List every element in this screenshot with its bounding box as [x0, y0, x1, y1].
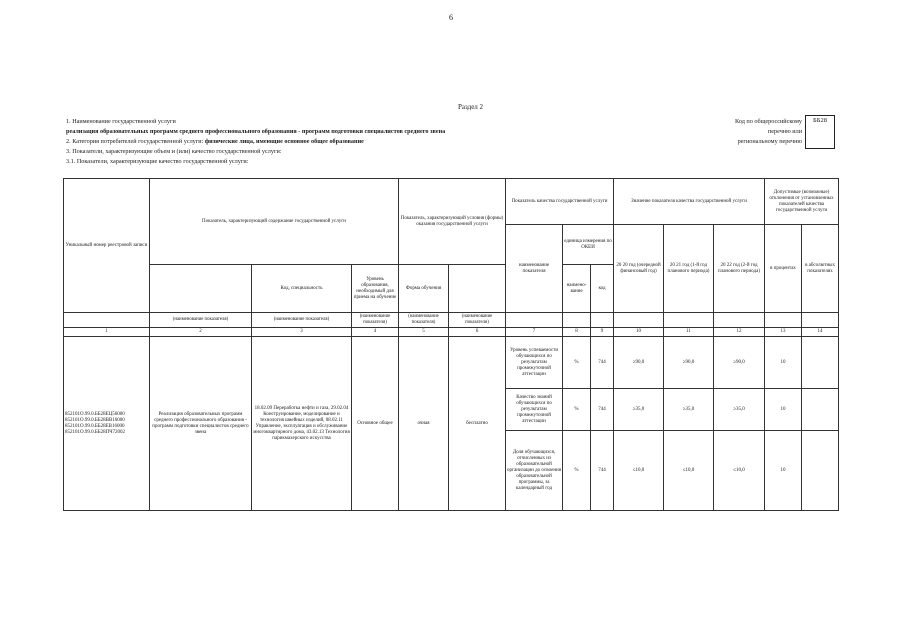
- code-box: [805, 115, 835, 149]
- indicator-name: Доля обучающихся, отчисленных из образовательной организации до освоения образовательной программы, за календарный год: [506, 431, 563, 511]
- quality-indicators-heading: 3.1. Показатели, характеризующие качество государственной услуги:: [66, 158, 249, 165]
- th-year-1: 20 20 год (очередной финансовый год): [614, 225, 664, 313]
- col-num: 6: [449, 328, 506, 337]
- col-num: 10: [614, 328, 664, 337]
- code-value: ББ28: [813, 117, 827, 124]
- sub-name-3: (наименование показателя): [352, 313, 399, 328]
- indicator-y3: ≥90,0: [714, 337, 765, 389]
- indicator-deviation: 10: [765, 337, 802, 389]
- col-num: 1: [64, 328, 150, 337]
- payment-condition: бесплатно: [449, 337, 506, 511]
- indicator-y2: ≤10,0: [664, 431, 714, 511]
- indicator-y3: ≥35,0: [714, 389, 765, 431]
- th-registry: Уникальный номер реестровой записи: [64, 179, 150, 313]
- indicator-name: Уровень успеваемости обучающихся по результатам промежуточной аттестации: [506, 337, 563, 389]
- th-unit: единица измерения по ОКЕИ: [563, 225, 614, 265]
- th-absolute: в абсолютных показателях: [802, 225, 839, 313]
- th-year-2: 20 21 год (1-й год планового периода): [664, 225, 714, 313]
- indicator-code: 744: [591, 389, 614, 431]
- indicator-y1: ≥90,0: [614, 337, 664, 389]
- col-num: 14: [802, 328, 839, 337]
- col-num: 7: [506, 328, 563, 337]
- code-label-1: Код по общероссийскому: [734, 118, 802, 125]
- indicator-unit: %: [563, 431, 591, 511]
- indicator-name: Качество знаний обучающихся по результатам промежуточной аттестации: [506, 389, 563, 431]
- sub-name-4: (наименование показателя): [399, 313, 449, 328]
- th-conditions: Показатель, характеризующий условия (формы) оказания государственной услуги: [399, 179, 506, 265]
- quality-indicators-table: [63, 178, 839, 511]
- service-name-label: 1. Наименование государственной услуги: [66, 118, 176, 125]
- col-num: 4: [352, 328, 399, 337]
- indicators-heading: 3. Показатели, характеризующие объем и (или) качество государственной услуги:: [66, 148, 282, 155]
- th-deviation: Допустимые (возможные) отклонения от установленных показателей качества государственной услуги: [765, 179, 839, 225]
- indicator-y2: ≥90,0: [664, 337, 714, 389]
- th-content: Показатель, характеризующий содержание государственной услуги: [150, 179, 399, 265]
- th-unit-name: наимено-вание: [563, 265, 591, 313]
- sub-name-2: (наименование показателя): [252, 313, 352, 328]
- th-indicator-name: наименование показателя: [506, 225, 563, 313]
- col-num: 8: [563, 328, 591, 337]
- education-level: Основное общее: [352, 337, 399, 511]
- indicator-y3: ≤10,0: [714, 431, 765, 511]
- th-form: Форма обучения: [399, 265, 449, 313]
- th-percent: в процентах: [765, 225, 802, 313]
- indicator-y2: ≥35,0: [664, 389, 714, 431]
- col-num: 11: [664, 328, 714, 337]
- sub-name-5: (наименование показателя): [449, 313, 506, 328]
- specialties: 18.02.09 Переработка нефти и газа, 29.02.04 Конструирование, моделирование и технология швейных изделий, 08.02.11 Управление, эксплуатация и обслуживание многоквартирного дома, 43.02.13 Технология парикмахерского искусства: [252, 337, 352, 511]
- indicator-code: 744: [591, 431, 614, 511]
- consumer-category-label: 2. Категория потребителей государственной услуги:: [66, 138, 205, 145]
- study-form: очная: [399, 337, 449, 511]
- indicator-y1: ≥35,0: [614, 389, 664, 431]
- indicator-unit: %: [563, 337, 591, 389]
- service-name-value: реализация образовательных программ среднего профессионального образования - программ подготовки специалистов среднего звена: [66, 128, 446, 135]
- indicator-deviation: 10: [765, 431, 802, 511]
- col-num: 5: [399, 328, 449, 337]
- col-num: 13: [765, 328, 802, 337]
- consumer-category-value: физические лица, имеющие основное общее образование: [204, 138, 364, 145]
- col-num: 2: [150, 328, 252, 337]
- th-unit-code: код: [591, 265, 614, 313]
- col-num: 12: [714, 328, 765, 337]
- th-code-specialty: Код, специальность: [252, 265, 352, 313]
- registry-numbers: 852101О.99.0.ББ28ЕЦ56000 852101О.99.0.ББ28ВВ16000 852101О.99.0.ББ28ЕВ16000 852101О.99.0.ББ28ПЧ72002: [64, 337, 150, 511]
- program-name: Реализация образовательных программ среднего профессионального образования - программ подготовки специалистов среднего звена: [150, 337, 252, 511]
- sub-name-1: (наименование показателя): [150, 313, 252, 328]
- code-label-2: перечню или: [767, 128, 802, 135]
- th-year-3: 20 22 год (2-й год планового периода): [714, 225, 765, 313]
- col-num: 3: [252, 328, 352, 337]
- indicator-code: 744: [591, 337, 614, 389]
- table-row: [64, 337, 839, 389]
- indicator-y1: ≤10,0: [614, 431, 664, 511]
- page-number: 6: [449, 13, 453, 22]
- th-quality: Показатель качества государственной услуги: [506, 179, 614, 225]
- col-num: 9: [591, 328, 614, 337]
- indicator-deviation: 10: [765, 389, 802, 431]
- th-level: Уровень образования, необходимый для приема на обучение: [352, 265, 399, 313]
- consumer-category: [66, 138, 364, 145]
- indicator-unit: %: [563, 389, 591, 431]
- th-value: Значение показателя качества государственной услуги: [614, 179, 765, 225]
- section-title: Раздел 2: [458, 103, 484, 111]
- code-label-3: региональному перечню: [737, 138, 802, 145]
